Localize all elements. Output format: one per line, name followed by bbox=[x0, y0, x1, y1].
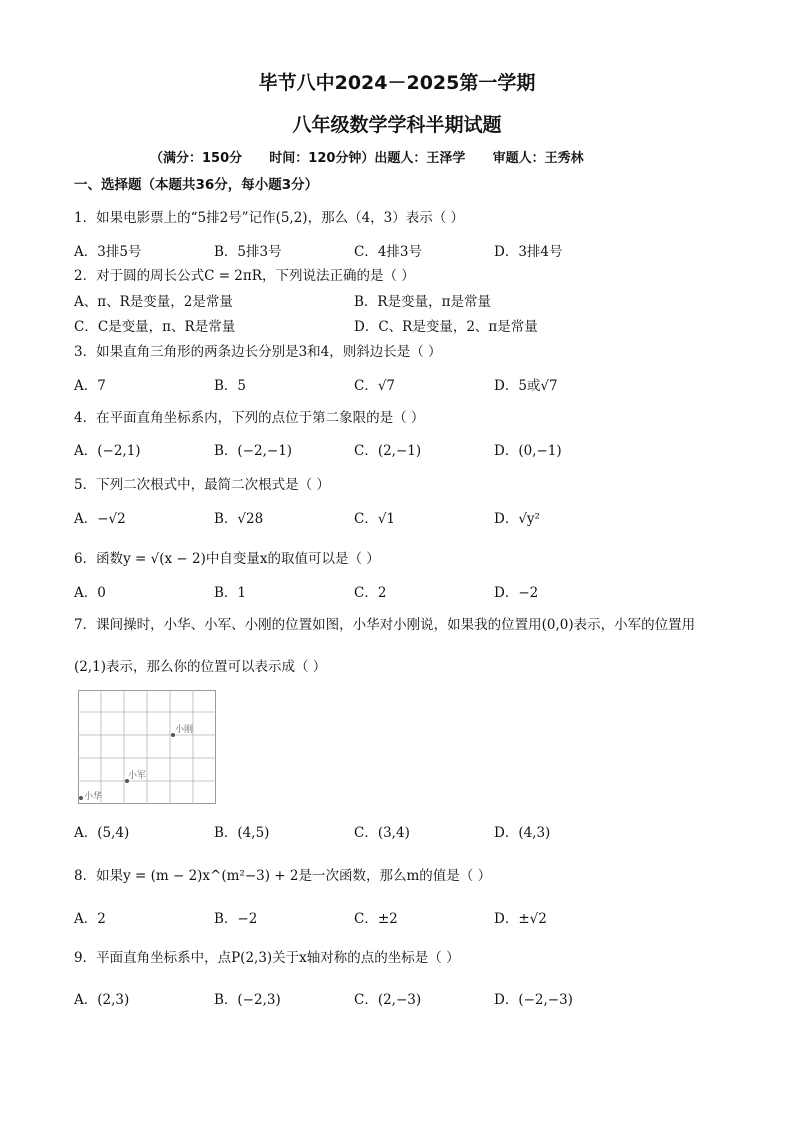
question-3-option-a: A．7 bbox=[74, 378, 106, 394]
question-5-option-d: D．√y² bbox=[494, 511, 540, 527]
question-5-stem: 5．下列二次根式中，最简二次根式是（ ） bbox=[74, 477, 330, 493]
question-8-option-b: B．−2 bbox=[214, 911, 258, 927]
question-7-stem-continued: (2,1)表示，那么你的位置可以表示成（ ） bbox=[74, 659, 327, 675]
question-2-option-a: A、π、R是变量，2是常量 bbox=[74, 294, 233, 310]
question-3-option-c: C．√7 bbox=[354, 378, 396, 394]
question-9-option-d: D．(−2,−3) bbox=[494, 992, 573, 1008]
question-6-option-b: B．1 bbox=[214, 585, 247, 601]
question-4-option-a: A．(−2,1) bbox=[74, 443, 141, 459]
question-1-option-a: A．3排5号 bbox=[74, 244, 142, 260]
question-9-option-b: B．(−2,3) bbox=[214, 992, 281, 1008]
question-5-option-b: B．√28 bbox=[214, 511, 264, 527]
exam-title: 八年级数学学科半期试题 bbox=[292, 114, 502, 136]
question-3-stem: 3．如果直角三角形的两条边长分别是3和4，则斜边长是（ ） bbox=[74, 344, 442, 360]
question-7-option-b: B．(4,5) bbox=[214, 825, 270, 841]
question-6-option-a: A．0 bbox=[74, 585, 106, 601]
xiaojun-label: 小军 bbox=[128, 771, 147, 781]
question-1-option-c: C．4排3号 bbox=[354, 244, 423, 260]
question-7-option-c: C．(3,4) bbox=[354, 825, 410, 841]
question-7-option-a: A．(5,4) bbox=[74, 825, 130, 841]
question-6-stem: 6．函数y = √(x − 2)中自变量x的取值可以是（ ） bbox=[74, 551, 380, 567]
section-heading: 一、选择题（本题共36分，每小题3分） bbox=[74, 177, 319, 193]
question-4-option-d: D．(0,−1) bbox=[494, 443, 562, 459]
position-grid-figure bbox=[78, 690, 218, 806]
xiaogang-label: 小刚 bbox=[175, 725, 194, 735]
question-2-option-c: C．C是变量，π、R是常量 bbox=[74, 319, 236, 335]
question-8-option-c: C．±2 bbox=[354, 911, 398, 927]
question-8-stem: 8．如果y = (m − 2)x^(m²−3) + 2是一次函数，那么m的值是（ ） bbox=[74, 868, 492, 884]
question-8-option-a: A．2 bbox=[74, 911, 106, 927]
question-2-option-b: B．R是变量，π是常量 bbox=[354, 294, 491, 310]
question-4-option-b: B．(−2,−1) bbox=[214, 443, 293, 459]
question-1-option-d: D．3排4号 bbox=[494, 244, 563, 260]
question-4-option-c: C．(2,−1) bbox=[354, 443, 422, 459]
question-2-option-d: D．C、R是变量，2、π是常量 bbox=[354, 319, 538, 335]
question-6-option-c: C．2 bbox=[354, 585, 387, 601]
question-9-option-c: C．(2,−3) bbox=[354, 992, 422, 1008]
question-1-option-b: B．5排3号 bbox=[214, 244, 282, 260]
question-1-stem: 1．如果电影票上的“5排2号”记作(5,2)，那么（4，3）表示（ ） bbox=[74, 210, 465, 226]
question-5-option-c: C．√1 bbox=[354, 511, 396, 527]
question-4-stem: 4．在平面直角坐标系内，下列的点位于第二象限的是（ ） bbox=[74, 410, 425, 426]
xiaohua-label: 小华 bbox=[84, 792, 103, 802]
school-term-title: 毕节八中2024－2025第一学期 bbox=[258, 72, 536, 94]
question-3-option-d: D．5或√7 bbox=[494, 378, 558, 394]
question-2-stem: 2．对于圆的周长公式C = 2πR，下列说法正确的是（ ） bbox=[74, 268, 415, 284]
question-9-option-a: A．(2,3) bbox=[74, 992, 130, 1008]
question-3-option-b: B．5 bbox=[214, 378, 247, 394]
question-9-stem: 9．平面直角坐标系中，点P(2,3)关于x轴对称的点的坐标是（ ） bbox=[74, 950, 460, 966]
question-5-option-a: A．−√2 bbox=[74, 511, 126, 527]
question-7-stem: 7．课间操时，小华、小军、小刚的位置如图，小华对小刚说，如果我的位置用(0,0)表示，小军的位置用 bbox=[74, 617, 696, 633]
question-8-option-d: D．±√2 bbox=[494, 911, 547, 927]
question-6-option-d: D．−2 bbox=[494, 585, 539, 601]
xiaohua-point bbox=[79, 796, 83, 800]
question-7-option-d: D．(4,3) bbox=[494, 825, 551, 841]
exam-meta-line: （满分：150分 时间：120分钟）出题人：王泽学 审题人：王秀林 bbox=[150, 151, 584, 166]
